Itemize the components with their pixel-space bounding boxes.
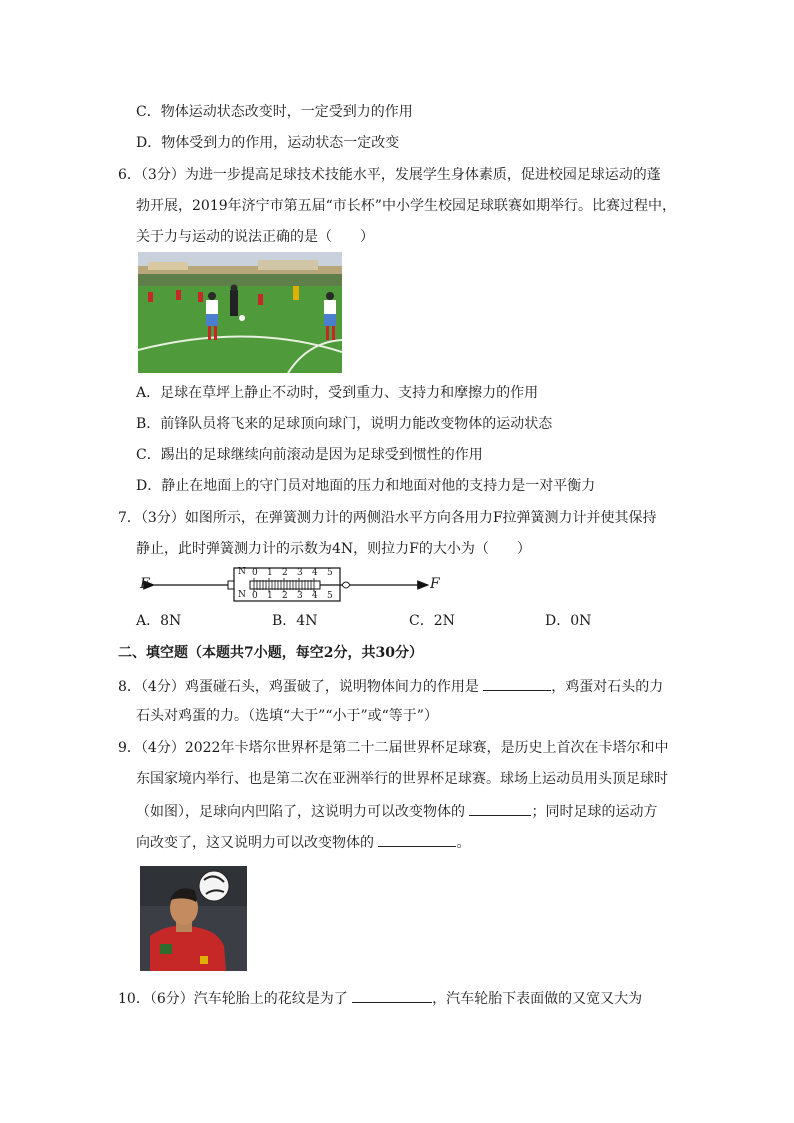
scale-tick-1-bottom: 1 [267,591,273,601]
force-label-left: F [140,576,150,592]
q7-stem-line1: 7．（3分）如图所示，在弹簧测力计的两侧沿水平方向各用力F拉弹簧测力计并使其保持 [118,510,657,526]
scale-tick-0-bottom: 0 [252,591,258,601]
force-label-right: F [430,576,440,592]
header-ball-photo [140,866,247,971]
q6-option-b: B．前锋队员将飞来的足球顶向球门，说明力能改变物体的运动状态 [136,416,553,432]
section-title: 二、填空题（本题共7小题，每空2分，共30分） [118,645,423,661]
q7-stem-line2: 静止，此时弹簧测力计的示数为4N，则拉力F的大小为（ ） [136,541,531,557]
q5-option-d: D．物体受到力的作用，运动状态一定改变 [136,135,400,151]
scale-tick-5: 5 [327,568,333,578]
q6-stem-line3: 关于力与运动的说法正确的是（ ） [136,229,374,245]
q7-option-d: D．0N [545,613,592,629]
scale-tick-2-bottom: 2 [282,591,288,601]
scale-tick-4-bottom: 4 [312,591,318,601]
q6-option-a: A．足球在草坪上静止不动时，受到重力、支持力和摩擦力的作用 [136,385,539,401]
q9-text-b: ；同时足球的运动方 [531,804,658,820]
q6-option-d: D．静止在地面上的守门员对地面的压力和地面对他的支持力是一对平衡力 [136,478,596,494]
q9-stem-line3 [136,801,657,821]
q9-stem-line2: 东国家境内举行、也是第二次在亚洲举行的世界杯足球赛。球场上运动员用头顶足球时 [136,771,668,787]
q8-stem-line2: 石头对鸡蛋的力。（选填“大于”“小于”或“等于”） [136,708,438,724]
q6-stem-line2: 勃开展，2019年济宁市第五届“市长杯”中小学生校园足球联赛如期举行。比赛过程中， [136,198,676,214]
q6-option-c: C．踢出的足球继续向前滚动是因为足球受到惯性的作用 [136,447,483,463]
q9-answer-blank-1[interactable] [469,801,531,816]
spring-scale-diagram [138,565,448,605]
q7-option-b: B．4N [272,613,318,629]
q9-answer-blank-2[interactable] [378,832,456,847]
q9-text-d: 。 [456,835,471,851]
q10-text-b: ，汽车轮胎下表面做的又宽又大为 [432,991,643,1007]
q8-stem-line1 [118,676,663,696]
scale-unit-top: N [238,567,246,577]
q9-text-a: （如图），足球向内凹陷了，这说明力可以改变物体的 [136,804,470,820]
scale-tick-5-bottom: 5 [327,591,333,601]
q7-option-a: A．8N [136,613,182,629]
scale-unit-bottom: N [238,590,246,600]
scale-tick-0: 0 [252,568,258,578]
q5-option-c: C．物体运动状态改变时，一定受到力的作用 [136,104,413,120]
q8-answer-blank-1[interactable] [483,676,551,691]
q10-answer-blank-1[interactable] [352,988,432,1003]
q9-stem-line4 [136,832,470,852]
scale-tick-2: 2 [282,568,288,578]
scale-tick-1: 1 [267,568,273,578]
q8-text-a: 8．（4分）鸡蛋碰石头，鸡蛋破了，说明物体间力的作用是 [118,679,484,695]
q9-stem-line1: 9．（4分）2022年卡塔尔世界杯是第二十二届世界杯足球赛，是历史上首次在卡塔尔和中 [118,740,669,756]
scale-tick-3: 3 [297,568,303,578]
q9-text-c: 向改变了，这又说明力可以改变物体的 [136,835,379,851]
q10-stem-line1 [118,988,642,1008]
scale-tick-3-bottom: 3 [297,591,303,601]
soccer-match-photo [138,252,342,373]
q10-text-a: 10．（6分）汽车轮胎上的花纹是为了 [118,991,353,1007]
q8-text-b: ，鸡蛋对石头的力 [551,679,664,695]
q6-stem-line1: 6．（3分）为进一步提高足球技术技能水平，发展学生身体素质，促进校园足球运动的蓬 [118,167,661,183]
q7-option-c: C．2N [409,613,455,629]
scale-tick-4: 4 [312,568,318,578]
